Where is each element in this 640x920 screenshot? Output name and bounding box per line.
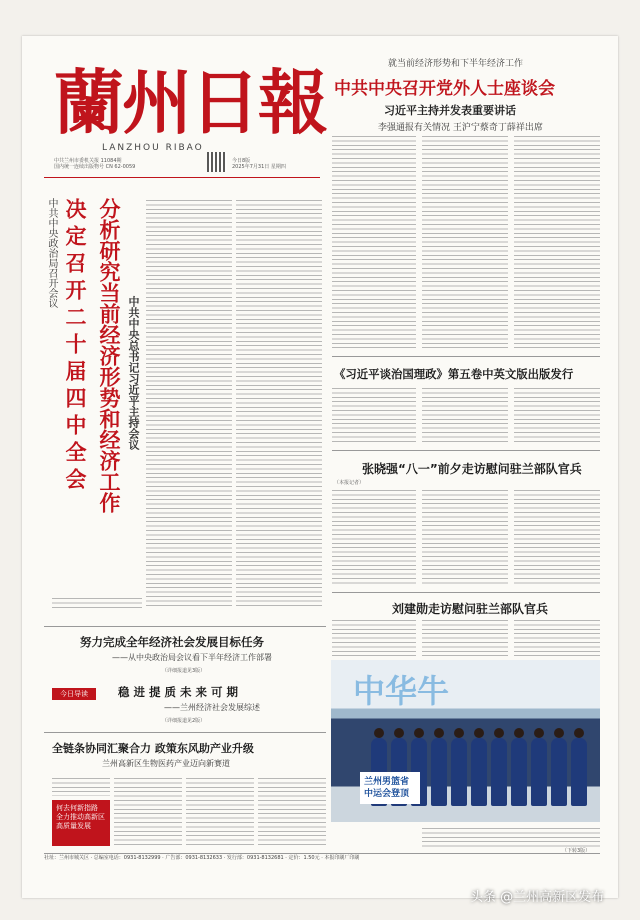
vertical-body-col-1 <box>146 198 232 608</box>
lead-byline: 李强通报有关情况 王沪宁蔡奇丁薛祥出席 <box>378 123 543 133</box>
sidebar-col <box>52 776 110 796</box>
story7-col-1 <box>114 776 182 848</box>
vertical-body-footnote <box>52 596 142 610</box>
vertical-title-b: 分析研究当前经济形势和经济工作 <box>97 198 121 513</box>
meta-cn: 国内统一连续出版物号 CN 62-0059 <box>54 164 136 170</box>
player-figure <box>431 738 447 806</box>
story7-col-3 <box>258 776 326 848</box>
meta-pages: 今日8版 <box>232 158 251 164</box>
story5-title: 努力完成全年经济社会发展目标任务 <box>80 635 264 649</box>
story7-col-2 <box>186 776 254 848</box>
story4-col-1 <box>332 618 416 656</box>
story7-title: 全链条协同汇聚合力 政策东风助产业升级 <box>52 742 254 755</box>
masthead-rule <box>44 177 320 178</box>
sidebar-box: 何去何新指路 全力推动高新区高质量发展 <box>52 800 110 846</box>
story6-title: 稳 进 提 质 未 来 可 期 <box>118 685 239 699</box>
vertical-sub: 中共中央总书记习近平主持会议 <box>127 296 140 450</box>
lead-body-col-3 <box>514 134 600 349</box>
story6-jump: （详细报道见2版） <box>162 718 206 724</box>
divider-5 <box>44 732 326 733</box>
divider-4 <box>44 626 326 627</box>
player-figure <box>491 738 507 806</box>
lead-subtitle: 习近平主持并发表重要讲话 <box>384 104 516 117</box>
story4-col-2 <box>422 618 508 656</box>
newspaper-page <box>22 36 618 898</box>
player-figure <box>551 738 567 806</box>
vertical-body-col-2 <box>236 198 322 608</box>
story3-col-2 <box>422 488 508 586</box>
photo-caption: 兰州男篮省中运会登顶 <box>360 772 420 804</box>
vertical-title-a: 决定召开二十届四中全会 <box>63 198 87 495</box>
photo-credit: （下转3版） <box>562 848 591 854</box>
lead-title: 中共中央召开党外人士座谈会 <box>334 79 555 99</box>
today-guide-tag: 今日导读 <box>52 688 96 700</box>
lead-kicker: 就当前经济形势和下半年经济工作 <box>388 58 524 68</box>
divider-3 <box>332 592 600 593</box>
player-figure <box>531 738 547 806</box>
masthead-pinyin: LANZHOU RIBAO <box>102 143 204 153</box>
player-figure <box>511 738 527 806</box>
masthead-logo: 蘭州日報 <box>54 61 326 144</box>
story3-title: 张晓强“八一”前夕走访慰问驻兰部队官兵 <box>362 462 582 476</box>
story3-note: （本报记者） <box>334 480 365 486</box>
player-figure <box>471 738 487 806</box>
meta-date: 2025年7月31日 星期四 <box>232 164 286 170</box>
meta-publisher: 中共兰州市委机关报 <box>54 158 100 164</box>
story5-sub: ——从中央政治局会议看下半年经济工作部署 <box>112 653 272 662</box>
player-figure <box>571 738 587 806</box>
divider-2 <box>332 450 600 451</box>
lead-body-col-1 <box>332 134 416 349</box>
qr-code-icon <box>207 152 227 172</box>
story4-col-3 <box>514 618 600 656</box>
masthead-meta <box>54 158 194 170</box>
story4-title: 刘建勋走访慰问驻兰部队官兵 <box>392 602 549 616</box>
vertical-kicker: 中共中央政治局召开会议 <box>46 198 57 308</box>
footer: 社址：兰州市城关区 · 总编室电话：0931-8132999 · 广告部：0931-8132633 · 发行部：0931-8132681 · 定价：1.50元 · 本报印刷厂印刷 <box>44 853 600 866</box>
story2-title: 《习近平谈治国理政》第五卷中英文版出版发行 <box>334 367 574 381</box>
lead-body-col-2 <box>422 134 508 349</box>
story7-sub: 兰州高新区生物医药产业迈向新赛道 <box>102 759 230 768</box>
story5-jump: （详细报道见3版） <box>162 668 206 674</box>
player-figure <box>451 738 467 806</box>
photo-banner: 中华牛 <box>353 672 450 710</box>
story2-col-2 <box>422 386 508 444</box>
photo-caption-body <box>422 826 600 848</box>
story2-col-3 <box>514 386 600 444</box>
divider-1 <box>332 356 600 357</box>
meta-issue: 11084期 <box>100 158 122 164</box>
story3-col-3 <box>514 488 600 586</box>
story6-sub: ——兰州经济社会发展综述 <box>164 703 260 712</box>
masthead-date <box>232 158 312 170</box>
story3-col-1 <box>332 488 416 586</box>
watermark: 头条 @兰州高新区发布 <box>470 890 605 905</box>
story2-col-1 <box>332 386 416 444</box>
